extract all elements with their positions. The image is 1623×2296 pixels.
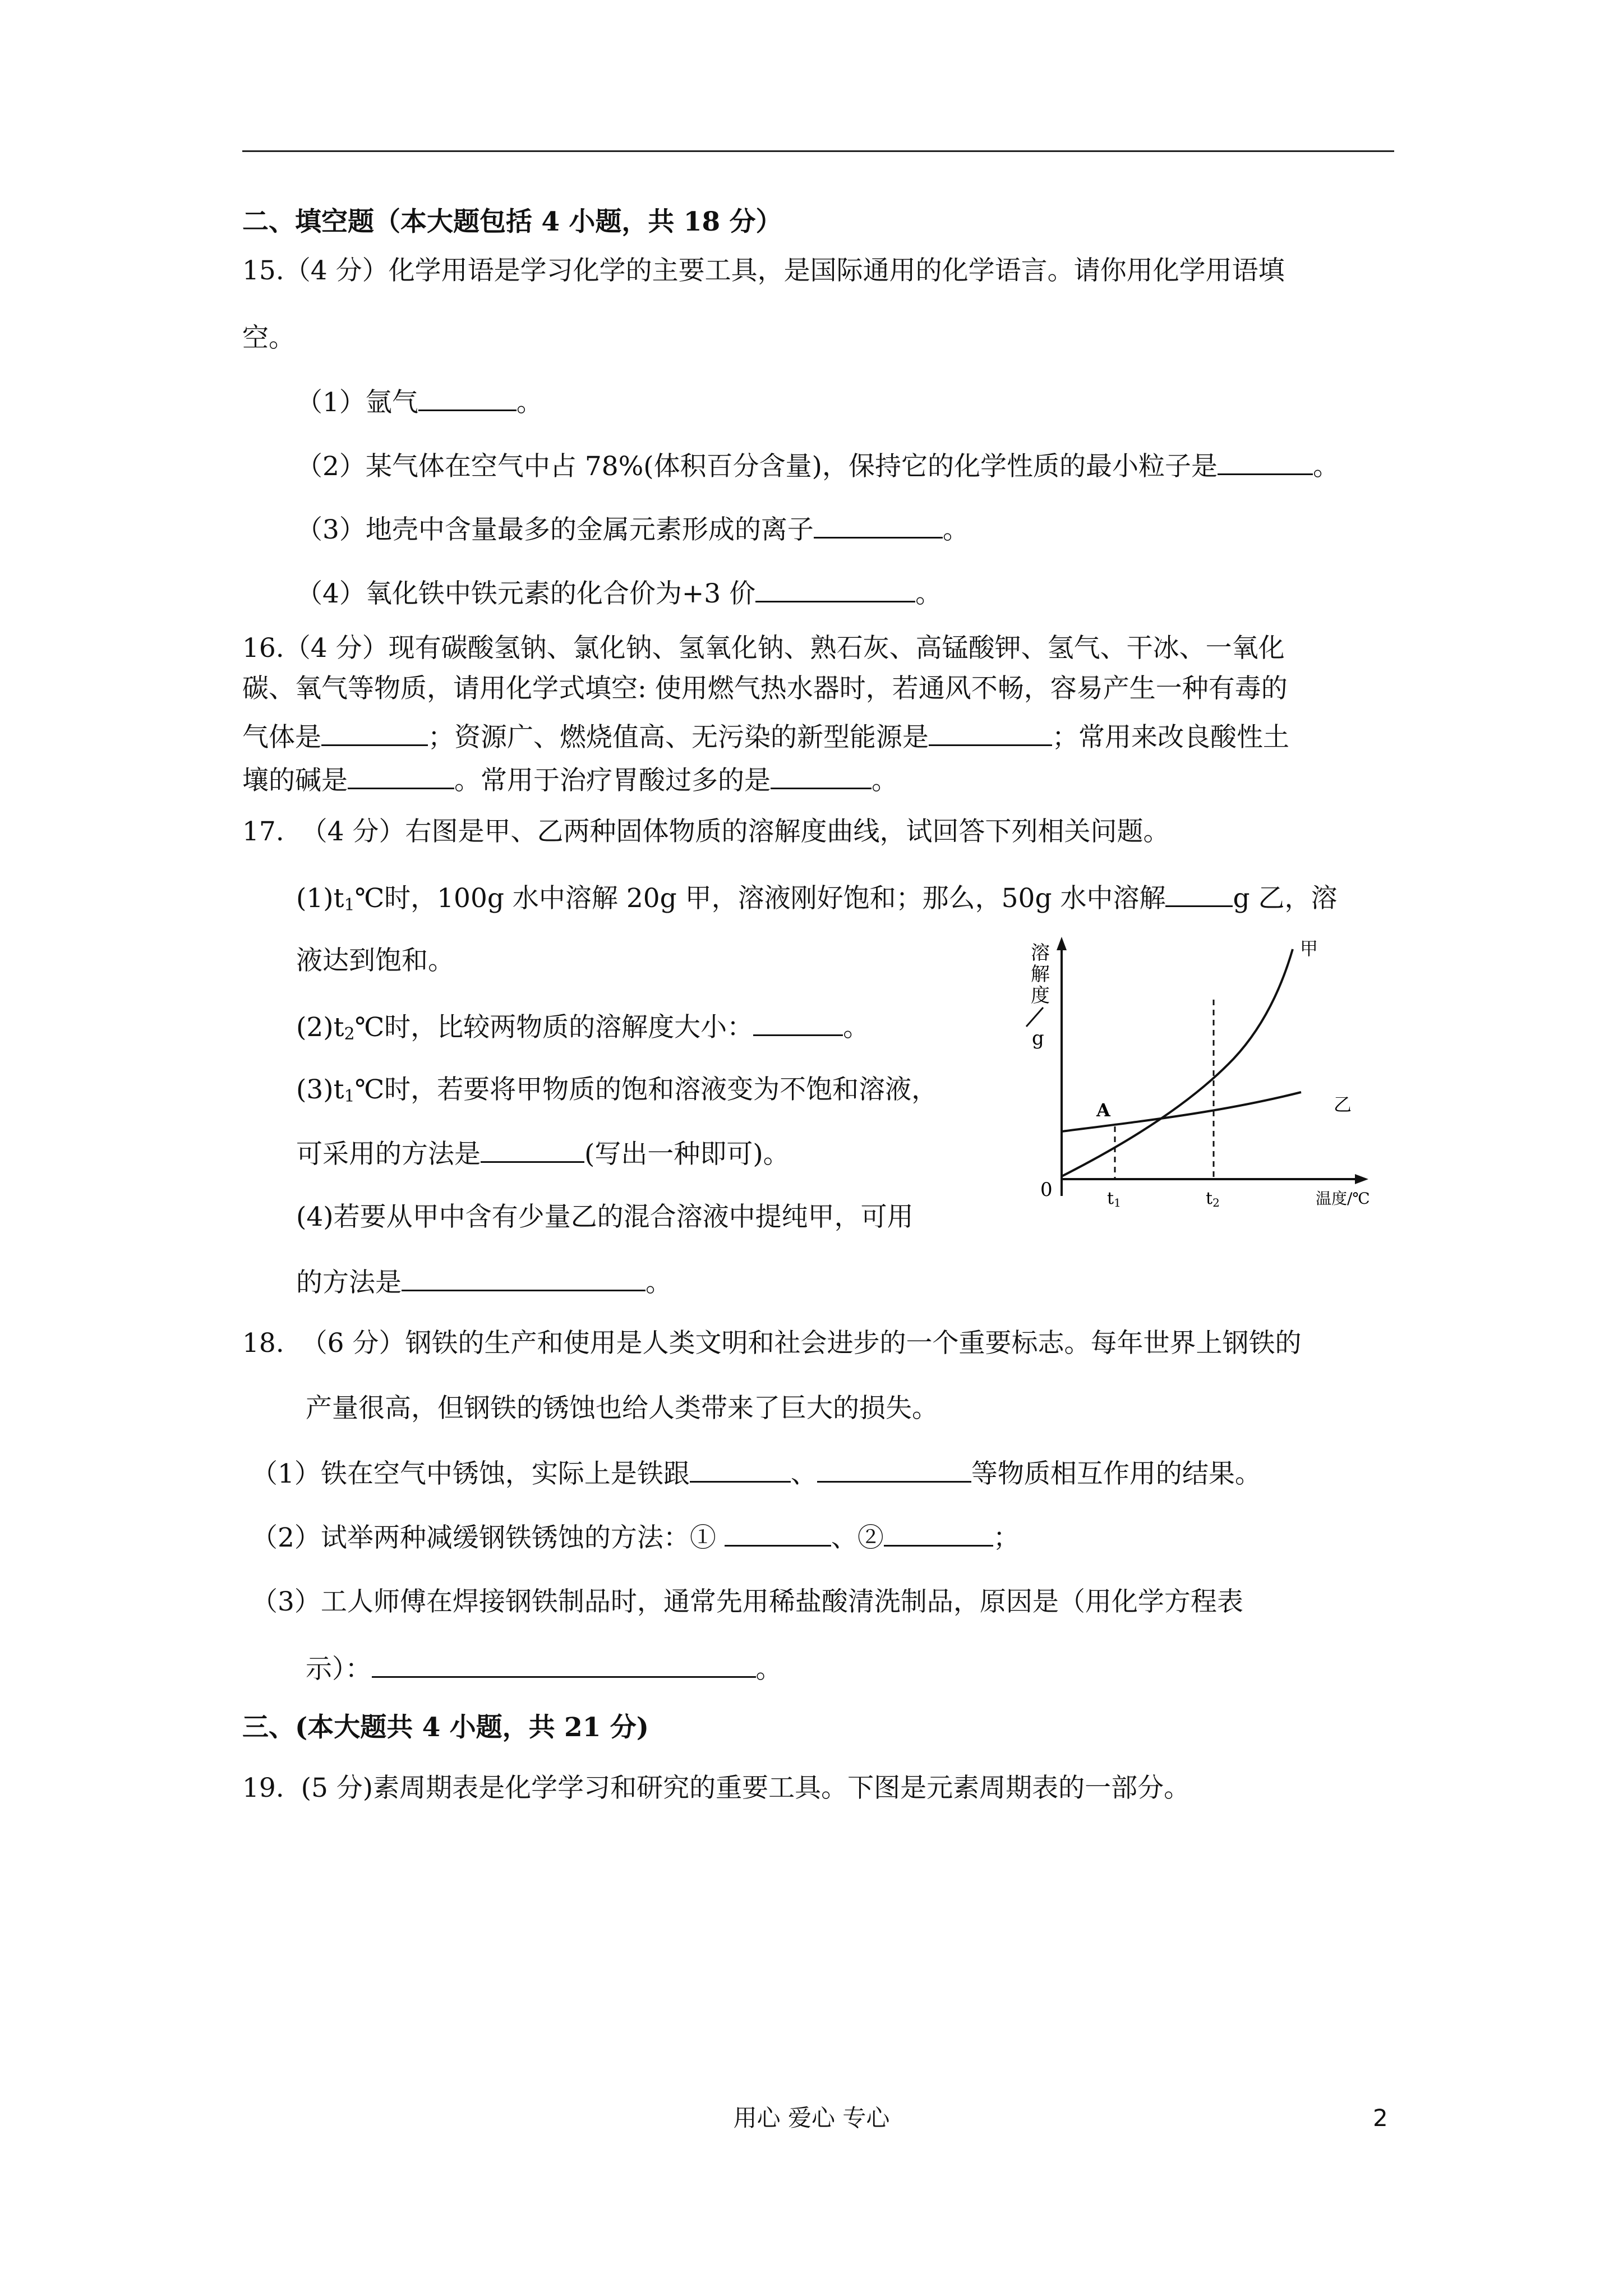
- page-number: 2: [1373, 2104, 1388, 2132]
- x-tick-label: t1: [1107, 1189, 1121, 1209]
- q18-part2: （2）试举两种减缓钢铁锈蚀的方法：① 、② ；: [251, 1520, 1020, 1555]
- answer-blank[interactable]: [755, 576, 915, 602]
- answer-blank[interactable]: [348, 763, 454, 789]
- q17-part1-cont: 液达到饱和。: [296, 945, 454, 976]
- answer-blank[interactable]: [690, 1456, 791, 1483]
- q17-part4: (4)若要从甲中含有少量乙的混合溶液中提纯甲，可用: [296, 1202, 914, 1232]
- origin-label: 0: [1040, 1179, 1053, 1201]
- q15-part1: （1）氩气 。: [296, 385, 543, 420]
- q18-stem-cont: 产量很高，但钢铁的锈蚀也给人类带来了巨大的损失。: [306, 1393, 938, 1424]
- answer-blank[interactable]: [1165, 881, 1233, 907]
- y-label-slash: [1026, 1007, 1043, 1027]
- footer-motto: 用心 爱心 专心: [733, 2104, 890, 2132]
- q15-part2: （2）某气体在空气中占 78%(体积百分含量)，保持它的化学性质的最小粒子是 。: [296, 449, 1339, 484]
- series-jia-label: 甲: [1300, 938, 1318, 959]
- y-label-char: 度: [1031, 984, 1050, 1007]
- intersection-label: A: [1096, 1099, 1110, 1121]
- q15-stem: 15.（4 分）化学用语是学习化学的主要工具，是国际通用的化学语言。请你用化学用语填: [242, 255, 1285, 286]
- q16-line1: 16.（4 分）现有碳酸氢钠、氯化钠、氢氧化钠、熟石灰、高锰酸钾、氢气、干冰、一氧化: [242, 633, 1285, 664]
- answer-blank[interactable]: [817, 1456, 971, 1483]
- y-axis-arrow: [1057, 937, 1067, 950]
- answer-blank[interactable]: [372, 1651, 756, 1678]
- series-jia-curve: [1062, 949, 1293, 1176]
- y-label-char: 解: [1031, 963, 1050, 986]
- x-tick-label: t2: [1206, 1189, 1220, 1209]
- answer-blank[interactable]: [929, 720, 1052, 746]
- x-axis-label: 温度/℃: [1316, 1189, 1370, 1208]
- q19-stem: 19. (5 分)素周期表是化学学习和研究的重要工具。下图是元素周期表的一部分。: [242, 1773, 1191, 1803]
- q16-line3: 气体是 ；资源广、燃烧值高、无污染的新型能源是 ；常用来改良酸性土: [242, 720, 1289, 754]
- answer-blank[interactable]: [321, 720, 428, 746]
- section-heading: 二、填空题（本大题包括 4 小题，共 18 分）: [242, 206, 782, 237]
- q18-part3-cont: 示）： 。: [306, 1651, 782, 1686]
- q16-line2: 碳、氧气等物质，请用化学式填空: 使用燃气热水器时，若通风不畅，容易产生一种有毒的: [242, 673, 1288, 704]
- q15-part3: （3）地壳中含量最多的金属元素形成的离子 。: [296, 512, 969, 547]
- q17-stem: 17. （4 分）右图是甲、乙两种固体物质的溶解度曲线，试回答下列相关问题。: [242, 816, 1170, 847]
- answer-blank[interactable]: [402, 1265, 645, 1291]
- q17-part3: $(3)t_1℃$时，若要将甲物质的饱和溶液变为不饱和溶液，: [296, 1074, 938, 1106]
- x-axis-arrow: [1355, 1174, 1368, 1184]
- answer-blank[interactable]: [481, 1137, 584, 1163]
- q15-part4: （4）氧化铁中铁元素的化合价为+3 价 。: [296, 576, 942, 611]
- q18-part1: （1）铁在空气中锈蚀，实际上是铁跟 、 等物质相互作用的结果。: [251, 1456, 1261, 1491]
- q17-part3-cont: 可采用的方法是 (写出一种即可)。: [296, 1137, 790, 1171]
- answer-blank[interactable]: [753, 1010, 843, 1036]
- answer-blank[interactable]: [418, 385, 517, 411]
- q18-part3: （3）工人师傅在焊接钢铁制品时，通常先用稀盐酸清洗制品，原因是（用化学方程表: [251, 1586, 1243, 1617]
- section-heading: 三、(本大题共 4 小题，共 21 分): [242, 1712, 649, 1743]
- q18-stem: 18. （6 分）钢铁的生产和使用是人类文明和社会进步的一个重要标志。每年世界上钢铁的: [242, 1328, 1302, 1359]
- q17-part4-cont: 的方法是 。: [296, 1265, 672, 1300]
- header-rule: [242, 150, 1394, 152]
- y-label-char: 溶: [1031, 942, 1050, 964]
- answer-blank[interactable]: [725, 1520, 831, 1547]
- answer-blank[interactable]: [1218, 449, 1313, 475]
- series-yi-label: 乙: [1334, 1094, 1352, 1115]
- solubility-chart: [1009, 932, 1402, 1213]
- q17-part2: $(2)t_2℃$时，比较两物质的溶解度大小： 。: [296, 1010, 869, 1051]
- answer-blank[interactable]: [814, 512, 943, 539]
- q17-part1: $(1)t_1℃$时，100g 水中溶解 20g 甲，溶液刚好饱和；那么，50g 水中溶解 g 乙，溶: [296, 881, 1338, 922]
- q16-line4: 壤的碱是 。常用于治疗胃酸过多的是 。: [242, 763, 898, 798]
- answer-blank[interactable]: [884, 1520, 993, 1547]
- y-label-unit: g: [1032, 1027, 1044, 1050]
- answer-blank[interactable]: [771, 763, 872, 789]
- q15-stem-cont: 空。: [242, 323, 295, 353]
